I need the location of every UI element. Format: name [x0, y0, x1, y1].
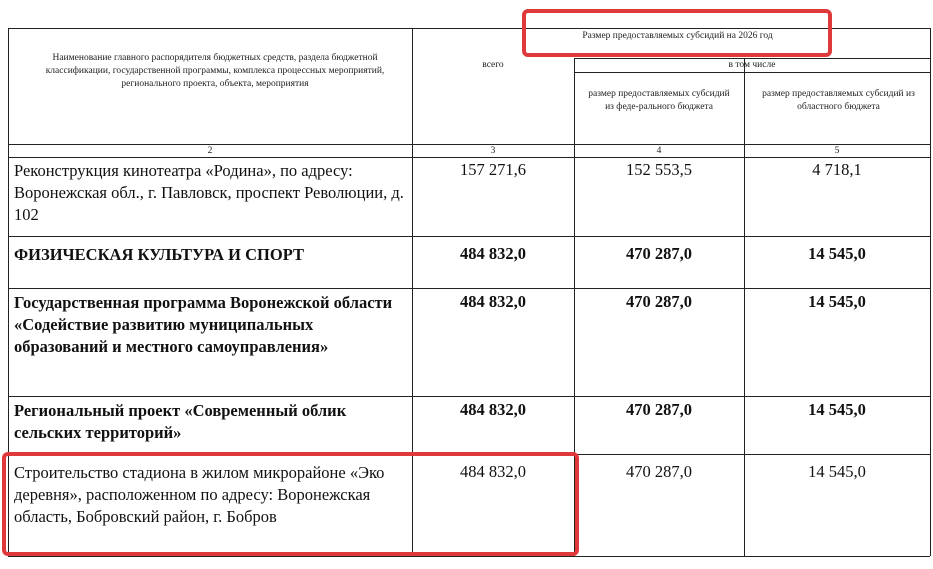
grid-line [8, 236, 930, 237]
column-number-4: 4 [656, 146, 662, 156]
row-total: 484 832,0 [460, 292, 526, 311]
highlight-box-subsidy-title [522, 9, 832, 57]
column-header-total: всего [482, 60, 504, 70]
row-total: 484 832,0 [460, 244, 526, 263]
row-total: 157 271,6 [460, 160, 526, 179]
grid-line [574, 72, 930, 73]
grid-line [8, 288, 930, 289]
row-federal: 470 287,0 [626, 292, 692, 311]
column-header-federal: размер предоставляемых субсидий из феде-рального бюджета [588, 89, 730, 112]
row-name: Региональный проект «Современный облик сельских территорий» [14, 401, 347, 442]
row-federal: 470 287,0 [626, 244, 692, 263]
column-number-3: 3 [490, 146, 496, 156]
row-name: ФИЗИЧЕСКАЯ КУЛЬТУРА И СПОРТ [14, 245, 304, 264]
column-number-5: 5 [834, 146, 840, 156]
row-regional: 14 545,0 [808, 400, 866, 419]
row-name: Строительство стадиона в жилом микрорайоне «Эко деревня», расположенном по адресу: Воронежская область, Бобровский район, г. Бобров [14, 463, 385, 526]
column-header-name: Наименование главного распорядителя бюджетных средств, раздела бюджетной классификации, государственной программы, комплекса процессных мероприятий, регионального проекта, объекта, мероприятия [45, 53, 385, 89]
column-header-including: в том числе [728, 60, 776, 70]
row-total: 484 832,0 [460, 400, 526, 419]
column-header-regional: размер предоставляемых субсидий из областного бюджета [762, 89, 915, 112]
row-regional: 4 718,1 [812, 160, 862, 179]
row-regional: 14 545,0 [808, 462, 866, 481]
row-federal: 152 553,5 [626, 160, 692, 179]
grid-line [930, 28, 931, 556]
row-name: Государственная программа Воронежской области «Содействие развитию муниципальных образований и местного самоуправления» [14, 293, 393, 356]
row-name: Реконструкция кинотеатра «Родина», по адресу: Воронежская обл., г. Павловск, проспект Революции, д. 102 [14, 161, 404, 224]
row-regional: 14 545,0 [808, 292, 866, 311]
row-regional: 14 545,0 [808, 244, 866, 263]
row-federal: 470 287,0 [626, 400, 692, 419]
highlight-box-stadium-row [2, 452, 579, 556]
row-total: 484 832,0 [460, 462, 526, 481]
column-header-subsidy-title: Размер предоставляемых субсидий на 2026 год [582, 31, 773, 41]
grid-line [8, 556, 930, 557]
grid-line [8, 396, 930, 397]
row-federal: 470 287,0 [626, 462, 692, 481]
column-number-2: 2 [207, 146, 213, 156]
